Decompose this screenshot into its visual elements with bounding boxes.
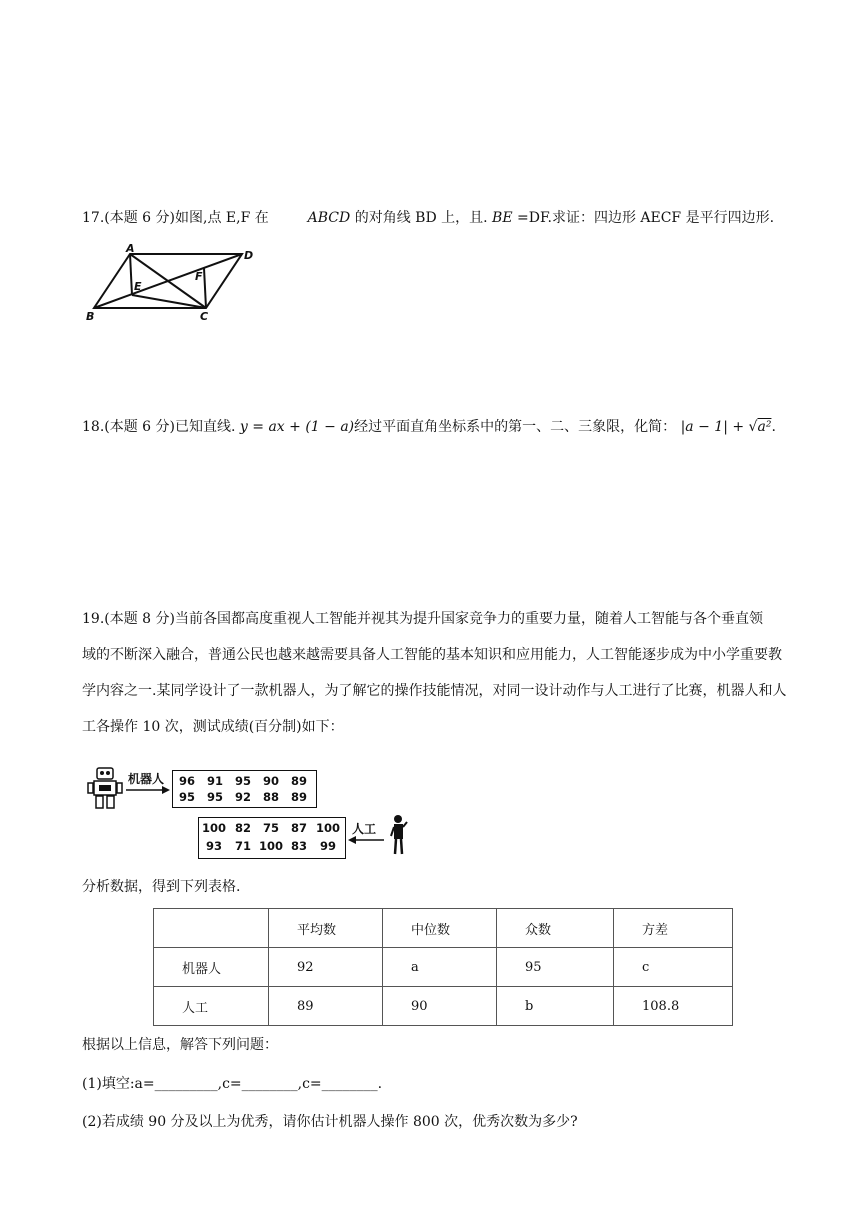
human-scores-row-2: 93 71 100 83 99 — [205, 839, 336, 853]
table-row: 机器人 92 a 95 c — [154, 948, 733, 987]
table-row: 人工 89 90 b 108.8 — [154, 987, 733, 1026]
label-e: E — [134, 280, 142, 293]
q18-equation: y = ax + (1 − a) — [239, 419, 355, 435]
q18-sqrt: √a² — [748, 419, 772, 435]
human-arrow — [346, 835, 386, 845]
human-label: 人工 — [352, 822, 377, 836]
q19-line-1: 19.(本题 8 分)当前各国都高度重视人工智能并视其为提升国家竞争力的重要力量，随着人工智能与各个垂直领 — [82, 611, 763, 627]
q17-middle: 的对角线 BD 上，且. — [354, 210, 488, 226]
q18-abs: |a − 1| + — [680, 419, 745, 435]
label-d: D — [244, 249, 254, 262]
q17-be: BE — [492, 210, 513, 226]
table-header-row: 平均数 中位数 众数 方差 — [154, 909, 733, 948]
q18-text — [82, 416, 776, 436]
q17-abcd: ABCD — [307, 210, 351, 226]
instruction-text: 根据以上信息，解答下列问题： — [82, 1037, 278, 1053]
q19-paragraph — [82, 601, 812, 745]
q18-prefix: 18.(本题 6 分)已知直线. — [82, 419, 236, 435]
parallelogram-figure — [80, 240, 260, 330]
q19-line-3: 学内容之一.某同学设计了一款机器人，为了解它的操作技能情况，对同一设计动作与人工进行了比赛，机器人和人 — [82, 683, 787, 699]
robot-scores-row-2: 95 95 92 88 89 — [178, 790, 307, 804]
q18-middle: 经过平面直角坐标系中的第一、二、三象限，化简： — [354, 419, 677, 435]
sub-question-2: (2)若成绩 90 分及以上为优秀，请你估计机器人操作 800 次，优秀次数为多少? — [82, 1114, 578, 1130]
robot-label: 机器人 — [128, 772, 165, 786]
stats-table — [153, 908, 733, 1026]
analysis-text: 分析数据，得到下列表格. — [82, 879, 241, 895]
label-f: F — [195, 270, 203, 283]
label-a: A — [126, 242, 135, 255]
human-scores-box — [198, 817, 346, 859]
q19-line-2: 域的不断深入融合，普通公民也越来越需要具备人工智能的基本知识和应用能力，人工智能逐步成为中小学重要教 — [82, 647, 782, 663]
q17-suffix: =DF.求证：四边形 AECF 是平行四边形. — [517, 210, 775, 226]
label-c: C — [200, 310, 209, 323]
robot-icon — [86, 766, 124, 810]
robot-arrow — [124, 785, 172, 795]
q19-line-4: 工各操作 10 次，测试成绩(百分制)如下： — [82, 719, 344, 735]
robot-scores-row-1: 96 91 95 90 89 — [178, 774, 307, 788]
q17-text — [82, 207, 774, 227]
label-b: B — [86, 310, 95, 323]
q18-suffix: . — [771, 419, 776, 435]
robot-scores-box — [172, 770, 317, 808]
q17-prefix: 17.(本题 6 分)如图,点 E,F 在 — [82, 210, 269, 226]
person-icon — [388, 814, 408, 856]
sub-question-1: (1)填空:a=_________,c=________,c=________. — [82, 1076, 383, 1092]
human-scores-row-1: 100 82 75 87 100 — [201, 821, 340, 835]
